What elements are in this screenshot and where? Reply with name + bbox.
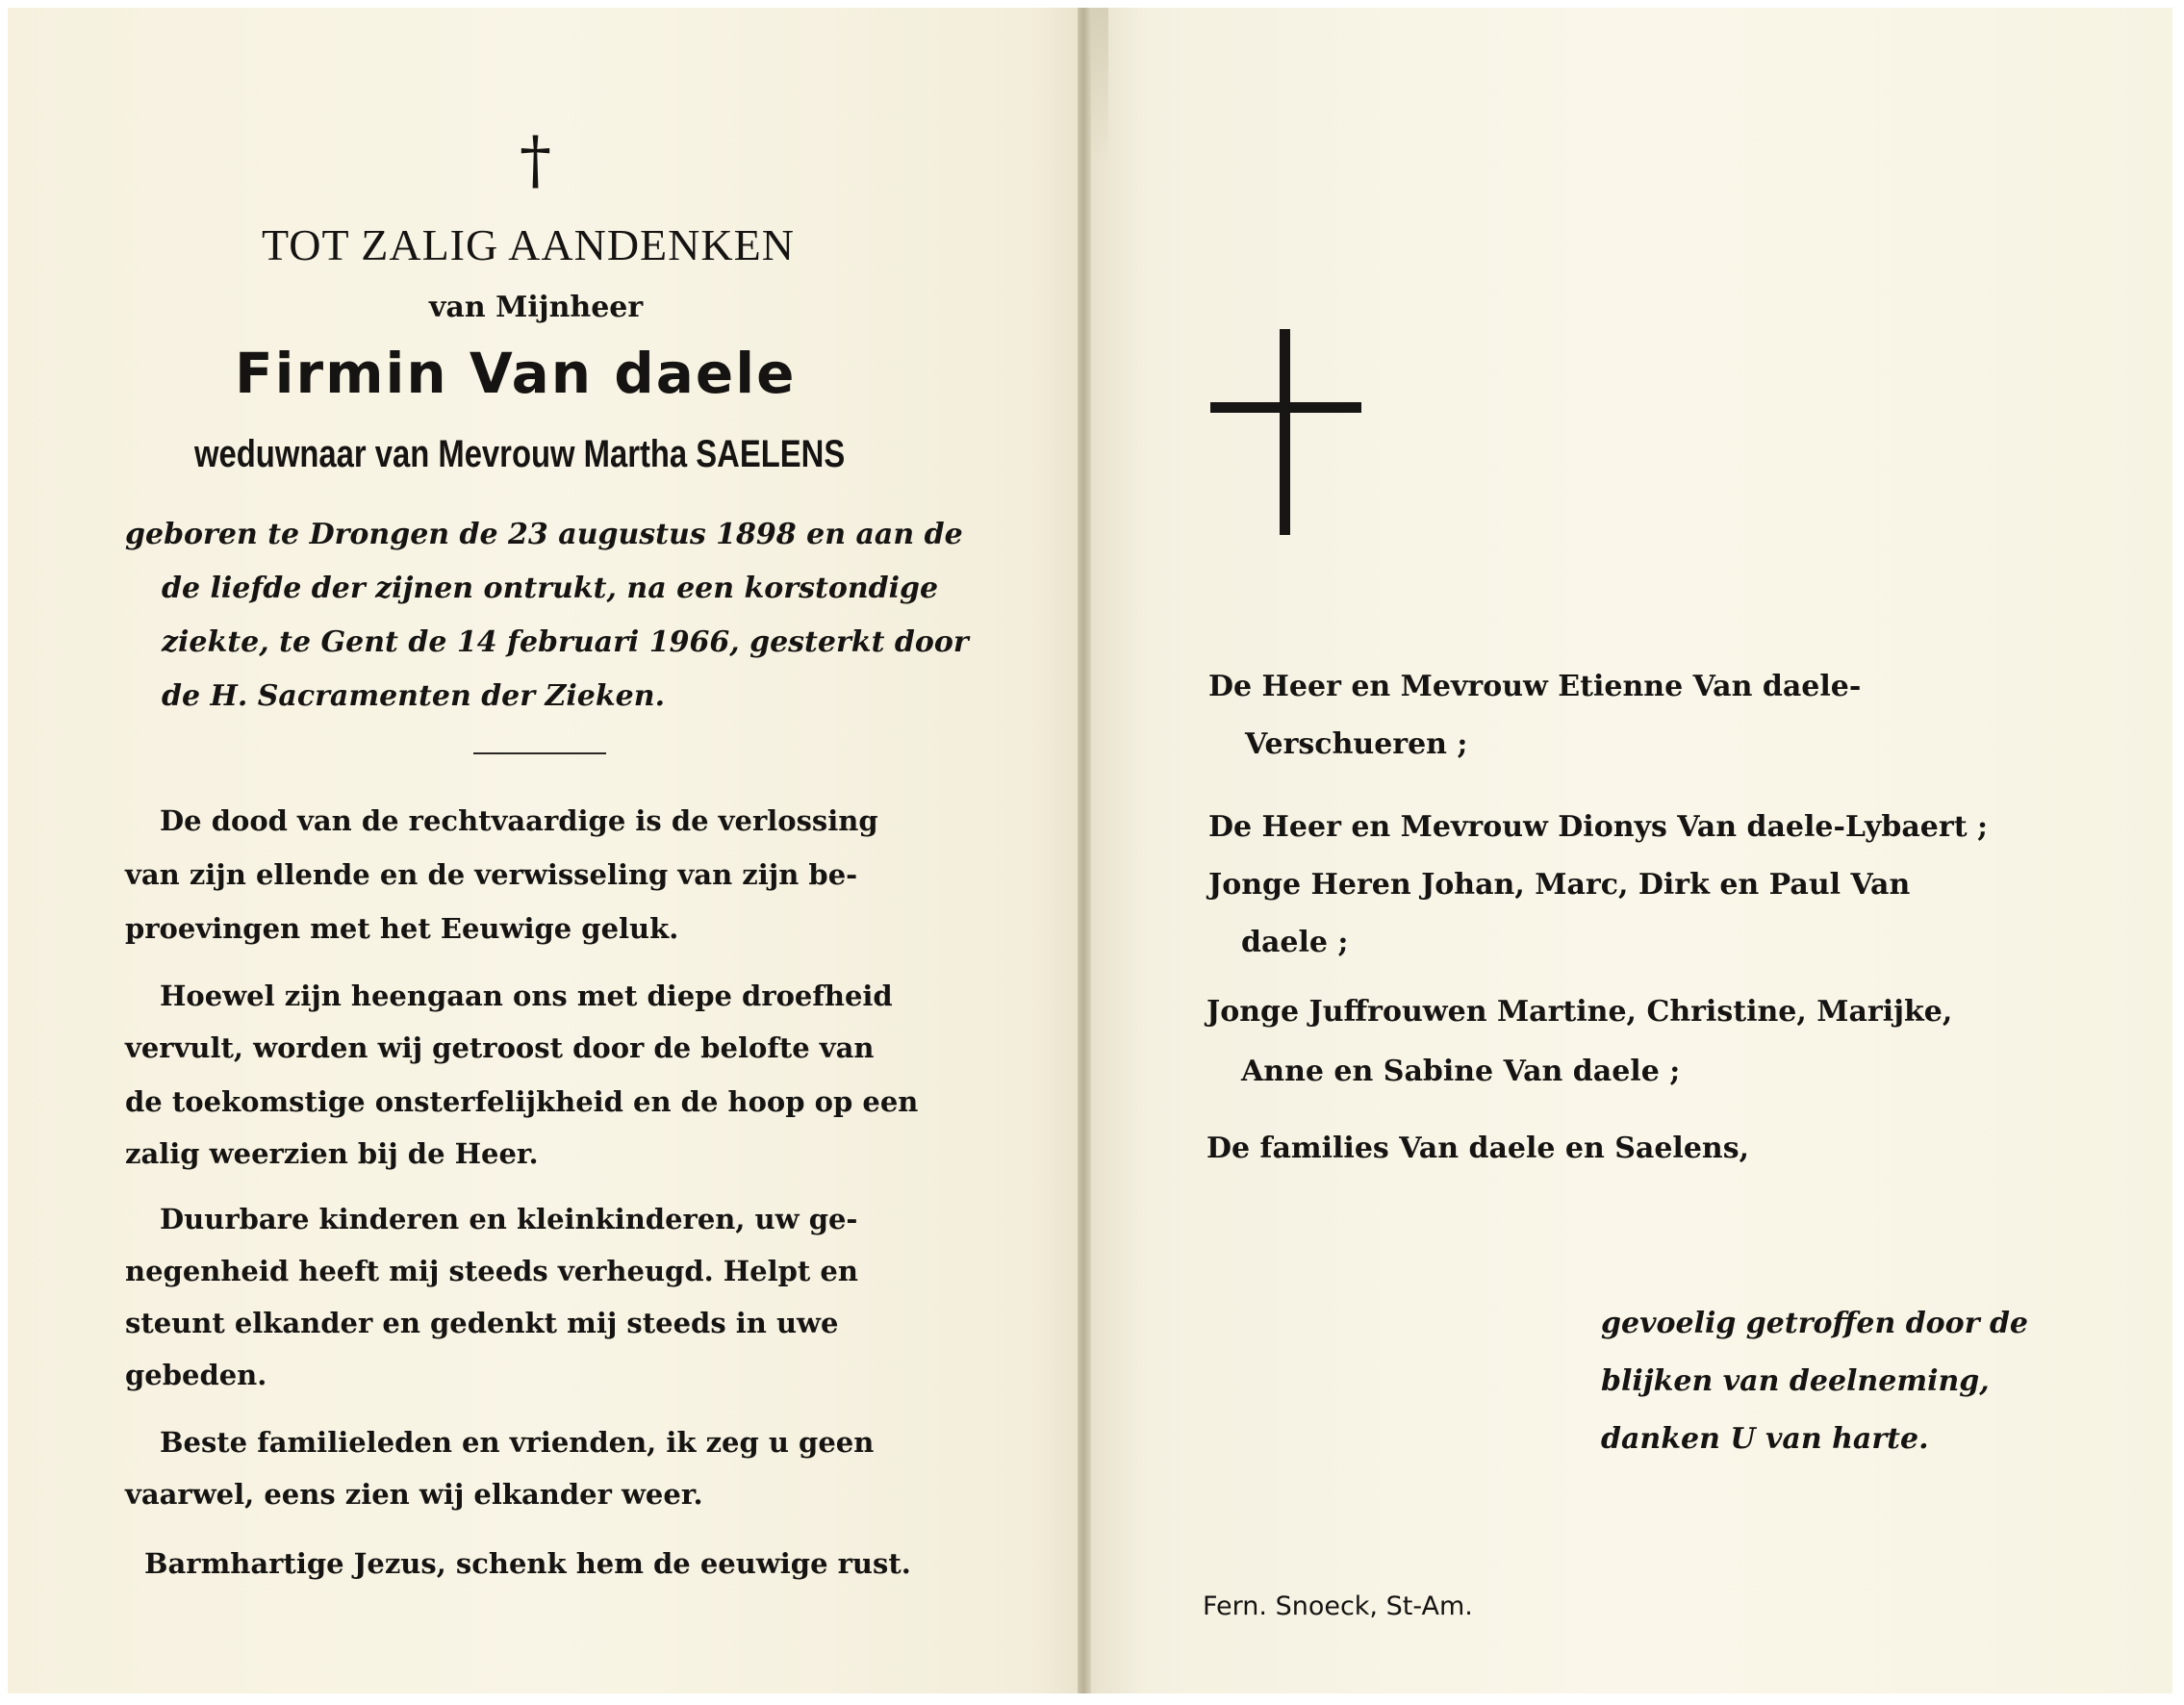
heading: TOT ZALIG AANDENKEN bbox=[262, 220, 795, 269]
bio-line: ziekte, te Gent de 14 februari 1966, gesterkt door bbox=[162, 625, 969, 659]
family-line: De Heer en Mevrouw Etienne Van daele- bbox=[1208, 670, 1862, 703]
bio-line: de liefde der zijnen ontrukt, na een korstondige bbox=[162, 572, 939, 605]
paragraph-line: vaarwel, eens zien wij elkander weer. bbox=[125, 1478, 703, 1511]
fold-shadow bbox=[1091, 8, 1108, 162]
paragraph-line: negenheid heeft mij steeds verheugd. Helpt en bbox=[125, 1255, 858, 1287]
paragraph-line: Hoewel zijn heengaan ons met diepe droefheid bbox=[160, 980, 893, 1012]
paragraph-line: Duurbare kinderen en kleinkinderen, uw ge- bbox=[160, 1203, 858, 1235]
paragraph-line: zalig weerzien bij de Heer. bbox=[125, 1137, 539, 1170]
honorific: van Mijnheer bbox=[429, 291, 644, 324]
thanks-line: gevoelig getroffen door de bbox=[1601, 1307, 2029, 1340]
family-line: Anne en Sabine Van daele ; bbox=[1241, 1055, 1681, 1088]
paragraph-line: de toekomstige onsterfelijkheid en de hoop op een bbox=[125, 1085, 919, 1118]
cross-icon: † bbox=[520, 123, 551, 197]
card-fold bbox=[1078, 8, 1091, 1693]
thanks-line: blijken van deelneming, bbox=[1601, 1364, 1990, 1398]
cross-icon-bar bbox=[1210, 402, 1361, 413]
paragraph-line: vervult, worden wij getroost door de belofte van bbox=[125, 1031, 875, 1064]
paragraph-line: proevingen met het Eeuwige geluk. bbox=[125, 912, 679, 945]
cross-icon bbox=[1280, 329, 1290, 535]
thanks-line: danken U van harte. bbox=[1601, 1422, 1929, 1456]
paragraph-line: Beste familieleden en vrienden, ik zeg u geen bbox=[160, 1426, 875, 1459]
paragraph-line: steunt elkander en gedenkt mij steeds in uwe bbox=[125, 1307, 839, 1339]
family-line: Jonge Heren Johan, Marc, Dirk en Paul Van bbox=[1208, 868, 1911, 902]
family-line: De families Van daele en Saelens, bbox=[1206, 1132, 1750, 1165]
bio-line: de H. Sacramenten der Zieken. bbox=[162, 679, 666, 713]
deceased-name: Firmin Van daele bbox=[235, 341, 797, 406]
paragraph-line: van zijn ellende en de verwisseling van zijn be- bbox=[125, 858, 858, 891]
printer-credit: Fern. Snoeck, St-Am. bbox=[1203, 1591, 1473, 1621]
closing-prayer: Barmhartige Jezus, schenk hem de eeuwige rust. bbox=[144, 1547, 911, 1580]
family-line: daele ; bbox=[1241, 926, 1349, 959]
family-line: De Heer en Mevrouw Dionys Van daele-Lybaert ; bbox=[1208, 810, 1989, 844]
paragraph-line: De dood van de rechtvaardige is de verlossing bbox=[160, 804, 878, 837]
paragraph-line: gebeden. bbox=[125, 1359, 267, 1391]
family-line: Jonge Juffrouwen Martine, Christine, Marijke, bbox=[1206, 995, 1953, 1029]
family-line: Verschueren ; bbox=[1245, 727, 1468, 761]
widower-line: weduwnaar van Mevrouw Martha SAELENS bbox=[194, 433, 846, 475]
divider bbox=[473, 752, 606, 754]
bio-line: geboren te Drongen de 23 augustus 1898 en aan de bbox=[125, 518, 963, 551]
